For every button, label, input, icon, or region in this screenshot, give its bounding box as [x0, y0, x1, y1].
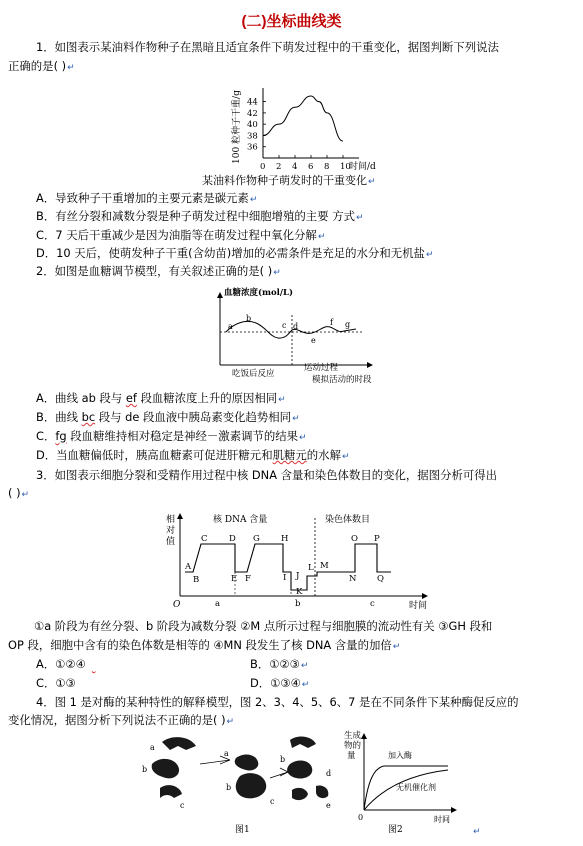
fig1-xtick-label: 0: [260, 162, 266, 172]
label-b2: b: [226, 783, 232, 792]
fig2-label-exercise: 运动过程: [304, 363, 339, 373]
q1-option-d[interactable]: D．10 天后，使萌发种子干重(含幼苗)增加的必需条件是充足的水分和无机盐↵: [36, 246, 434, 260]
fig1-xtick-label: 2: [276, 162, 282, 172]
point-N: N: [349, 574, 357, 584]
enzyme-model-figure: [140, 728, 340, 838]
point-H: H: [281, 534, 289, 544]
fig4-caption-1: 图1: [235, 825, 250, 835]
point-D: D: [229, 534, 236, 544]
point-J: J: [296, 571, 300, 581]
fig1-xtick-label: 4: [292, 162, 298, 172]
point-g: g: [345, 320, 351, 329]
phase-b: b: [295, 599, 301, 609]
point-A: A: [185, 562, 192, 572]
point-C: C: [201, 534, 208, 544]
fig2-label-period: 模拟活动的时段: [312, 375, 372, 385]
fig1-xlabel: 时间/d: [349, 162, 376, 172]
fig3-label-chromosome: 染色体数目: [325, 515, 371, 525]
label-b: b: [142, 765, 148, 774]
fig3-label-dna: 核 DNA 含量: [213, 515, 268, 525]
label-c: c: [180, 801, 185, 810]
point-f: f: [330, 318, 333, 327]
point-E: E: [231, 574, 238, 584]
q3-statements-line1: ①a 阶段为有丝分裂、b 阶段为减数分裂 ②M 点所示过程与细胞膜的流动性有关 ③GH 段和: [34, 619, 493, 633]
q2-option-c[interactable]: C．fg 段血糖维持相对稳定是神经－激素调节的结果↵: [36, 429, 307, 443]
fig3-ylabel-2: 对: [166, 526, 176, 536]
point-G: G: [253, 534, 260, 544]
q3-option-c[interactable]: C．①③: [36, 676, 76, 690]
fig1-xtick-label: 10: [340, 162, 351, 172]
point-b: b: [246, 314, 252, 323]
point-O: O: [351, 534, 358, 544]
label-b3: b: [280, 755, 286, 764]
q1-option-a[interactable]: A．导致种子干重增加的主要元素是碳元素↵: [36, 191, 258, 205]
blood-glucose-diagram: [212, 285, 377, 385]
q3-option-b[interactable]: B．①②③↵: [250, 657, 309, 671]
q3-stem-line1: 3．如图表示细胞分裂和受精作用过程中核 DNA 含量和染色体数目的变化，据图分析可得出: [36, 468, 498, 482]
label-inorganic: 无机催化剂: [396, 783, 436, 792]
point-I: I: [283, 573, 287, 583]
q1-option-c[interactable]: C．7 天后干重减少是因为油脂等在萌发过程中氧化分解↵: [36, 228, 326, 242]
label-a: a: [150, 743, 155, 752]
point-c: c: [282, 321, 287, 330]
enzyme-shapes: [152, 737, 332, 801]
fig4-caption-2: 图2: [388, 825, 403, 835]
point-a: a: [228, 322, 233, 331]
label-d: d: [326, 769, 332, 778]
q4-stem-line1: 4．图 1 是对酶的某种特性的解释模型，图 2、3、4、5、6、7 是在不同条件下某种酶促反应的: [36, 695, 519, 709]
fig3-ylabel-1: 相: [166, 515, 176, 525]
point-d: d: [293, 322, 299, 331]
fig1-ytick-label: 42: [247, 108, 258, 119]
fig3-xlabel: 时间: [409, 601, 428, 611]
q2-option-a[interactable]: A．曲线 ab 段与 ef 段血糖浓度上升的原因相同↵: [36, 391, 286, 405]
fig4-ylabel-3: 量: [347, 751, 356, 761]
q1-stem-line2: 正确的是( )↵: [8, 59, 75, 73]
fig1-ytick-label: 36: [247, 142, 258, 153]
q2-option-d[interactable]: D．当血糖偏低时，胰高血糖素可促进肝糖元和肌糖元的水解↵: [36, 448, 350, 462]
fig3-origin: O: [173, 600, 181, 610]
dry-weight-curve: [263, 96, 343, 141]
fig4-ylabel-2: 物的: [344, 741, 362, 751]
point-K: K: [296, 587, 303, 597]
fig4-ylabel-1: 生成: [344, 731, 362, 741]
seed-dry-weight-chart: [232, 84, 385, 172]
label-c2: c: [270, 797, 275, 806]
point-Q: Q: [377, 574, 384, 584]
fig1-ytick-label: 44: [247, 97, 258, 108]
product-time-chart: [344, 728, 464, 838]
q1-stem-line1: 1．如图表示某油料作物种子在黑暗且适宜条件下萌发过程中的干重变化，据图判断下列说法: [36, 40, 499, 54]
phase-c: c: [370, 599, 375, 609]
fig1-ytick-label: 40: [247, 120, 258, 131]
fig2-ylabel: 血糖浓度(mol/L): [224, 288, 294, 298]
phase-a: a: [215, 599, 221, 609]
label-e: e: [326, 801, 331, 810]
fig1-ytick-label: 38: [247, 131, 258, 142]
q4-stem-line2: 变化情况，据图分析下列说法不正确的是( )↵: [8, 713, 235, 727]
point-M: M: [320, 561, 329, 571]
q3-option-a[interactable]: A．①②④: [36, 657, 86, 671]
point-F: F: [245, 574, 251, 584]
q3-stem-line2: ( )↵: [8, 486, 30, 500]
q2-option-b[interactable]: B．曲线 bc 段与 de 段血液中胰岛素变化趋势相同↵: [36, 410, 300, 424]
fig2-label-meal: 吃饭后反应: [232, 369, 275, 379]
q1-option-b[interactable]: B．有丝分裂和减数分裂是种子萌发过程中细胞增殖的主要 方式↵: [36, 209, 364, 223]
label-a2: a: [224, 749, 229, 758]
page-title: (二)坐标曲线类: [241, 13, 342, 30]
q2-stem: 2．如图是血糖调节模型，有关叙述正确的是( )↵: [36, 264, 281, 278]
point-L: L: [308, 563, 314, 573]
fig1-xtick-label: 6: [308, 162, 314, 172]
label-enzyme: 加入酶: [388, 751, 412, 760]
fig1-xtick-label: 8: [324, 162, 330, 172]
fig4-xlabel: 时间: [434, 815, 450, 824]
point-B: B: [193, 575, 200, 585]
q3-option-d[interactable]: D．①③④↵: [250, 676, 310, 690]
fig3-ylabel-3: 值: [166, 537, 176, 547]
fig4-origin: 0: [358, 813, 364, 822]
fig1-caption: 某油料作物种子萌发时的干重变化↵: [202, 174, 376, 187]
fig1-ylabel: 100 粒种子干重/g: [232, 90, 242, 164]
point-P: P: [374, 534, 380, 544]
end-return-mark: ↵: [473, 827, 481, 837]
fig1-axes: [263, 88, 359, 158]
q3-statements-line2: OP 段，细胞中含有的染色体数是相等的 ④MN 段发生了核 DNA 含量的加倍↵: [8, 638, 401, 652]
dna-chromosome-diagram: [165, 508, 435, 613]
point-e: e: [311, 336, 316, 345]
